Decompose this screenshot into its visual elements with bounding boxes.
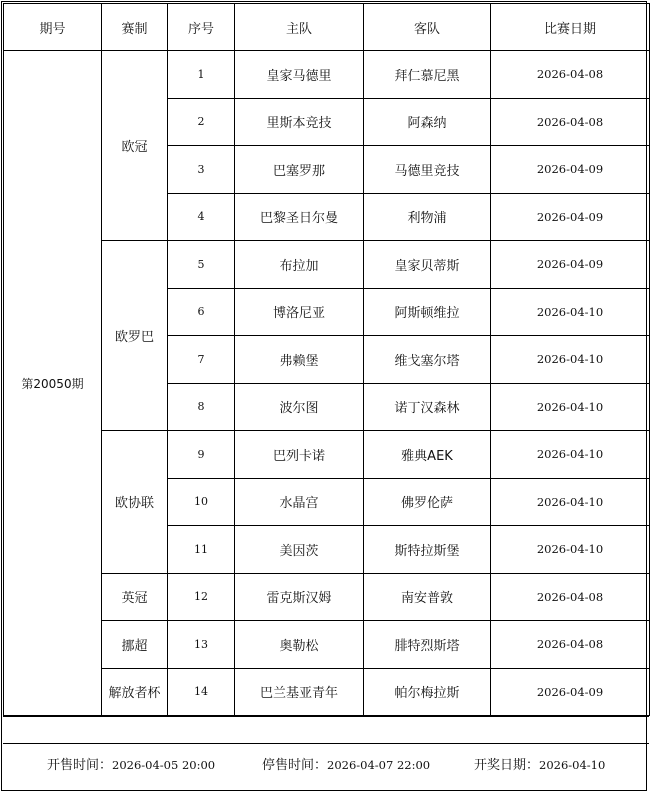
header-match-date: 比赛日期 — [491, 4, 650, 51]
away-team-cell: 腓特烈斯塔 — [364, 621, 491, 669]
match-date-cell: 2026-04-08 — [491, 621, 650, 669]
home-team-cell: 皇家马德里 — [235, 51, 364, 99]
away-team-cell: 诺丁汉森林 — [364, 383, 491, 431]
match-number-cell: 4 — [168, 193, 235, 241]
away-team-cell: 拜仁慕尼黑 — [364, 51, 491, 99]
header-period: 期号 — [4, 4, 102, 51]
away-team-cell: 维戈塞尔塔 — [364, 336, 491, 384]
home-team-cell: 雷克斯汉姆 — [235, 573, 364, 621]
match-date-cell: 2026-04-08 — [491, 51, 650, 99]
match-date-cell: 2026-04-10 — [491, 478, 650, 526]
home-team-cell: 巴列卡诺 — [235, 431, 364, 479]
away-team-cell: 佛罗伦萨 — [364, 478, 491, 526]
header-competition: 赛制 — [102, 4, 168, 51]
match-date-cell: 2026-04-08 — [491, 98, 650, 146]
sale-stop-label: 停售时间： — [262, 758, 328, 773]
away-team-cell: 雅典AEK — [364, 431, 491, 479]
competition-cell: 挪超 — [102, 621, 168, 669]
home-team-cell: 奥勒松 — [235, 621, 364, 669]
header-away-team: 客队 — [364, 4, 491, 51]
match-number-cell: 9 — [168, 431, 235, 479]
match-date-cell: 2026-04-08 — [491, 573, 650, 621]
match-number-cell: 8 — [168, 383, 235, 431]
home-team-cell: 博洛尼亚 — [235, 288, 364, 336]
competition-cell: 欧罗巴 — [102, 241, 168, 431]
away-team-cell: 阿森纳 — [364, 98, 491, 146]
draw-date-value: 2026-04-10 — [539, 758, 606, 772]
sale-start — [47, 754, 215, 773]
competition-cell: 英冠 — [102, 573, 168, 621]
home-team-cell: 波尔图 — [235, 383, 364, 431]
away-team-cell: 南安普敦 — [364, 573, 491, 621]
match-date-cell: 2026-04-09 — [491, 146, 650, 194]
match-date-cell: 2026-04-10 — [491, 288, 650, 336]
home-team-cell: 里斯本竞技 — [235, 98, 364, 146]
sale-start-label: 开售时间： — [47, 758, 113, 773]
blank-row — [3, 716, 649, 744]
away-team-cell: 斯特拉斯堡 — [364, 526, 491, 574]
home-team-cell: 美因茨 — [235, 526, 364, 574]
period-cell: 第20050期 — [4, 51, 102, 716]
match-number-cell: 3 — [168, 146, 235, 194]
match-number-cell: 13 — [168, 621, 235, 669]
sale-stop-value: 2026-04-07 22:00 — [327, 758, 431, 772]
away-team-cell: 皇家贝蒂斯 — [364, 241, 491, 289]
match-number-cell: 14 — [168, 668, 235, 716]
sale-info-footer — [3, 744, 649, 792]
competition-cell: 欧冠 — [102, 51, 168, 241]
away-team-cell: 阿斯顿维拉 — [364, 288, 491, 336]
home-team-cell: 水晶宫 — [235, 478, 364, 526]
sale-stop — [262, 754, 430, 773]
home-team-cell: 布拉加 — [235, 241, 364, 289]
match-date-cell: 2026-04-10 — [491, 526, 650, 574]
match-number-cell: 10 — [168, 478, 235, 526]
header-home-team: 主队 — [235, 4, 364, 51]
competition-cell: 欧协联 — [102, 431, 168, 574]
away-team-cell: 帕尔梅拉斯 — [364, 668, 491, 716]
home-team-cell: 弗赖堡 — [235, 336, 364, 384]
header-number: 序号 — [168, 4, 235, 51]
sale-start-value: 2026-04-05 20:00 — [112, 758, 216, 772]
match-date-cell: 2026-04-09 — [491, 193, 650, 241]
match-number-cell: 2 — [168, 98, 235, 146]
match-row — [4, 51, 650, 99]
match-number-cell: 1 — [168, 51, 235, 99]
match-schedule-table — [3, 3, 650, 716]
match-date-cell: 2026-04-10 — [491, 383, 650, 431]
home-team-cell: 巴黎圣日尔曼 — [235, 193, 364, 241]
draw-date — [474, 754, 605, 773]
match-number-cell: 6 — [168, 288, 235, 336]
match-number-cell: 7 — [168, 336, 235, 384]
match-date-cell: 2026-04-09 — [491, 668, 650, 716]
away-team-cell: 马德里竞技 — [364, 146, 491, 194]
home-team-cell: 巴塞罗那 — [235, 146, 364, 194]
match-date-cell: 2026-04-10 — [491, 431, 650, 479]
match-number-cell: 5 — [168, 241, 235, 289]
competition-cell: 解放者杯 — [102, 668, 168, 716]
match-date-cell: 2026-04-09 — [491, 241, 650, 289]
match-number-cell: 12 — [168, 573, 235, 621]
match-date-cell: 2026-04-10 — [491, 336, 650, 384]
header-row — [4, 4, 650, 51]
lottery-schedule-sheet — [1, 1, 647, 791]
match-number-cell: 11 — [168, 526, 235, 574]
home-team-cell: 巴兰基亚青年 — [235, 668, 364, 716]
away-team-cell: 利物浦 — [364, 193, 491, 241]
draw-date-label: 开奖日期： — [474, 758, 540, 773]
